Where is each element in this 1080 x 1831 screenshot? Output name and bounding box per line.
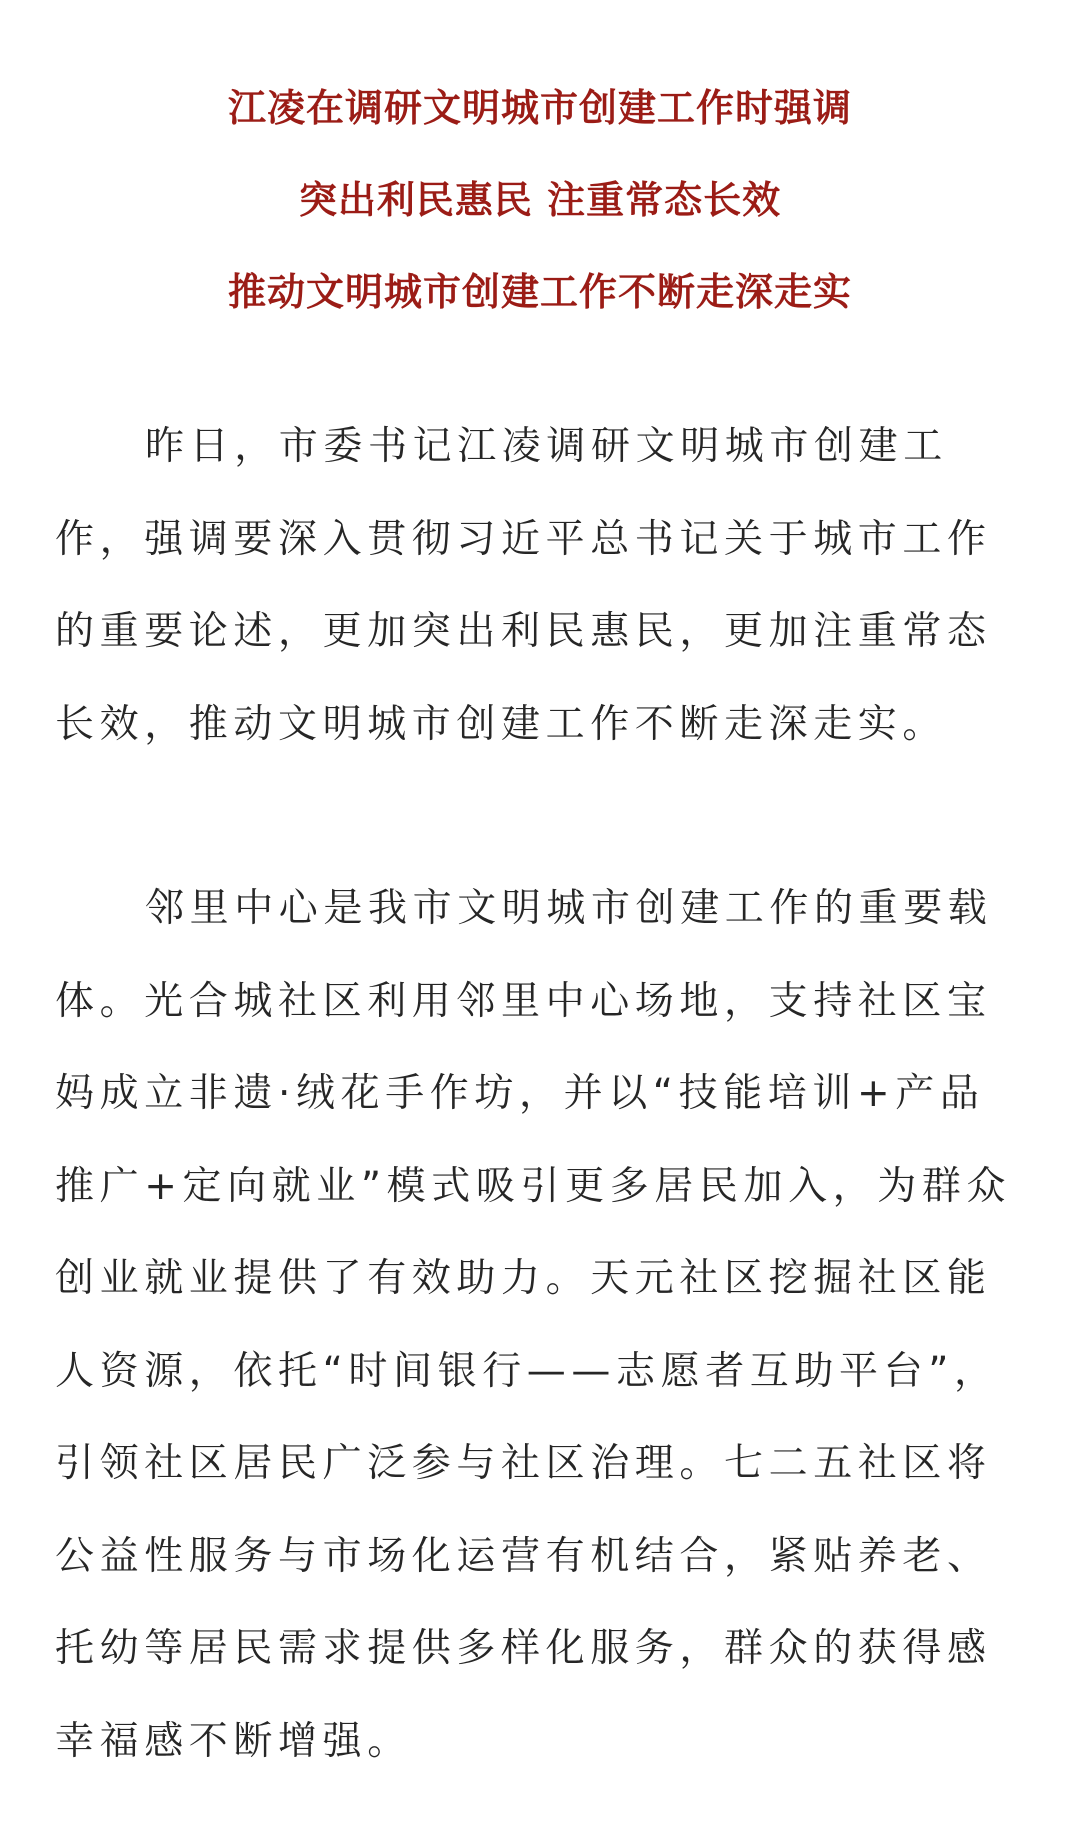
article-headline xyxy=(0,62,1080,338)
headline-line-2: 突出利民惠民 注重常态长效 xyxy=(298,178,782,222)
headline-line-1: 江凌在调研文明城市创建工作时强调 xyxy=(227,86,852,130)
article-paragraph-1: 昨日，市委书记江凌调研文明城市创建工作，强调要深入贯彻习近平总书记关于城市工作的重要论述，更加突出利民惠民，更加注重常态长效，推动文明城市创建工作不断走深走实。 xyxy=(55,424,992,747)
article-paragraph-2: 邻里中心是我市文明城市创建工作的重要载体。光合城社区利用邻里中心场地，支持社区宝妈成立非遗·绒花手作坊，并以“技能培训+产品推广+定向就业”模式吸引更多居民加入，为群众创业就业提供了有效助力。天元社区挖掘社区能人资源，依托“时间银行——志愿者互助平台”，引领社区居民广泛参与社区治理。七二五社区将公益性服务与市场化运营有机结合，紧贴养老、托幼等居民需求提供多样化服务，群众的获得感幸福感不断增强。 xyxy=(55,886,1012,1764)
headline-line-3: 推动文明城市创建工作不断走深走实 xyxy=(227,270,852,314)
